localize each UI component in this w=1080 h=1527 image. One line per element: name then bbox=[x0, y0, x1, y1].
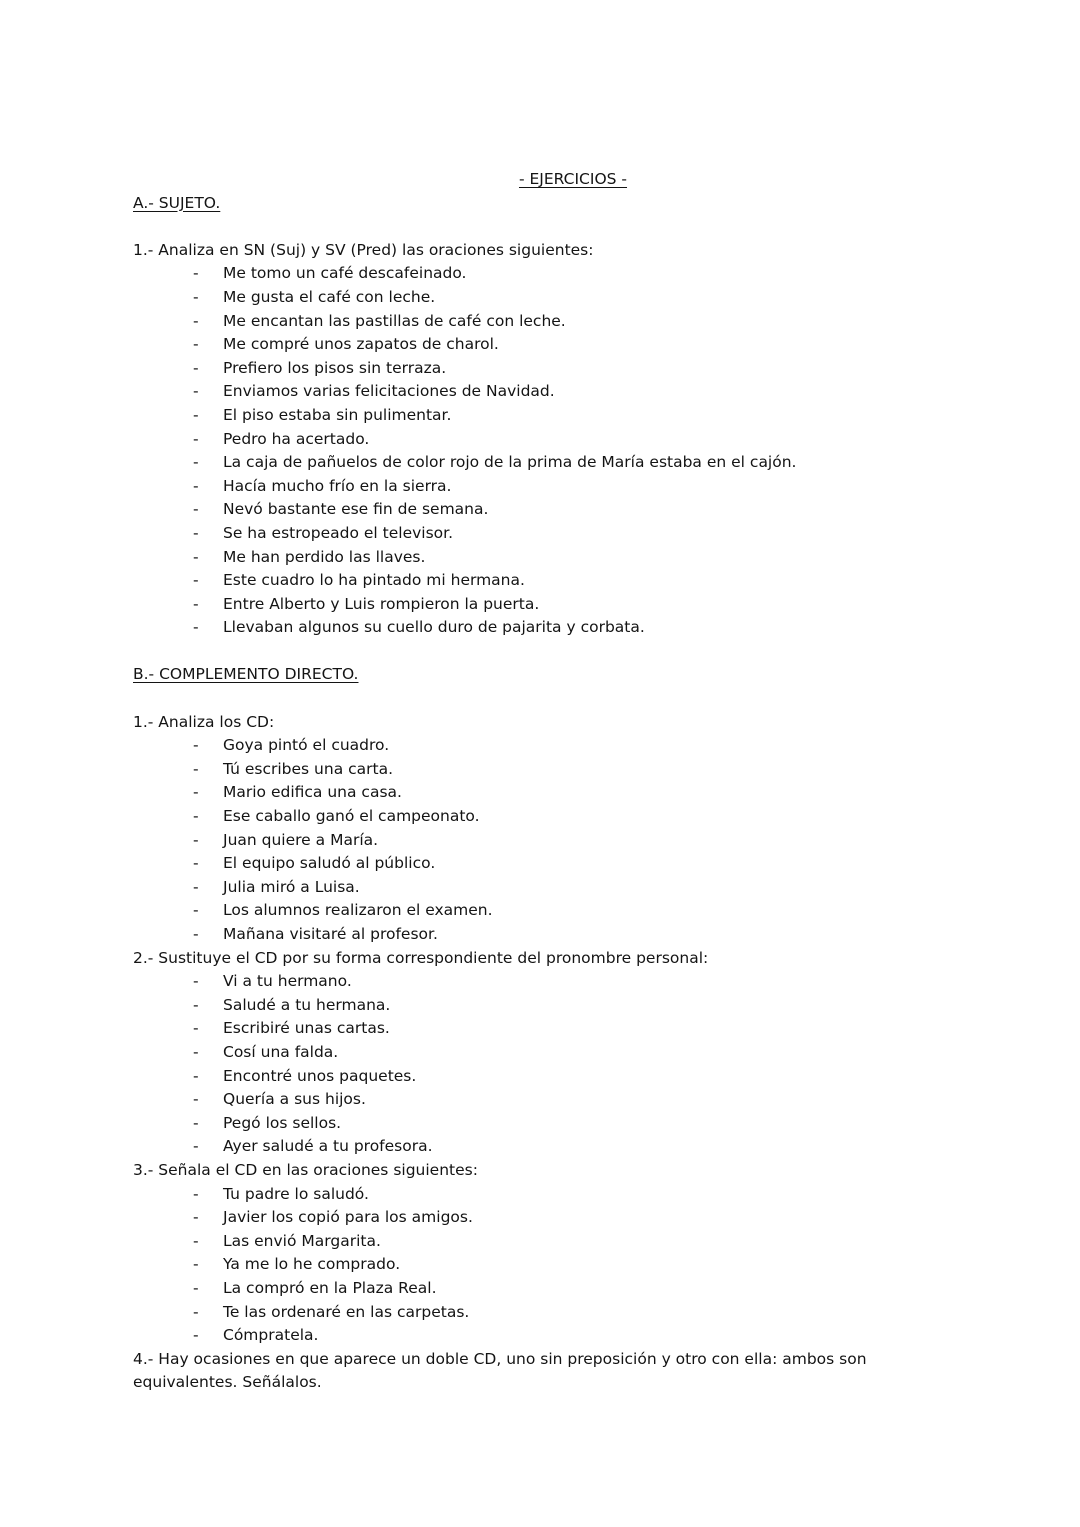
exercise-prompt: 4.- Hay ocasiones en que aparece un doble CD, uno sin preposición y otro con ella: ambos son equivalentes. Señálalos. bbox=[133, 1349, 867, 1392]
list-item-text: Ayer saludé a tu profesora. bbox=[223, 1137, 433, 1156]
list-item-text: Me han perdido las llaves. bbox=[223, 547, 426, 566]
bullet-dash: - bbox=[193, 1184, 199, 1203]
list-item-text: Juan quiere a María. bbox=[223, 830, 379, 849]
list-item bbox=[133, 333, 933, 357]
bullet-dash: - bbox=[193, 547, 199, 566]
list-item bbox=[133, 1253, 933, 1277]
list-item-text: Nevó bastante ese fin de semana. bbox=[223, 500, 489, 519]
list-item-text: El piso estaba sin pulimentar. bbox=[223, 405, 452, 424]
bullet-dash: - bbox=[193, 429, 199, 448]
list-item-text: La compró en la Plaza Real. bbox=[223, 1278, 437, 1297]
bullet-dash: - bbox=[193, 972, 199, 991]
bullet-dash: - bbox=[193, 995, 199, 1014]
bullet-dash: - bbox=[193, 736, 199, 755]
list-item-text: Los alumnos realizaron el examen. bbox=[223, 901, 493, 920]
bullet-dash: - bbox=[193, 1113, 199, 1132]
list-item bbox=[133, 593, 933, 617]
list-item bbox=[133, 923, 933, 947]
list-item-text: Me encantan las pastillas de café con leche. bbox=[223, 311, 566, 330]
list-item bbox=[133, 498, 933, 522]
exercise-prompt: 1.- Analiza los CD: bbox=[133, 712, 275, 731]
list-item-text: Me gusta el café con leche. bbox=[223, 287, 436, 306]
bullet-dash: - bbox=[193, 1090, 199, 1109]
bullet-dash: - bbox=[193, 877, 199, 896]
bullet-dash: - bbox=[193, 759, 199, 778]
section-heading-b: B.- COMPLEMENTO DIRECTO. bbox=[133, 665, 359, 684]
list-item-text: Este cuadro lo ha pintado mi hermana. bbox=[223, 571, 525, 590]
list-item-text: Encontré unos paquetes. bbox=[223, 1066, 417, 1085]
bullet-dash: - bbox=[193, 854, 199, 873]
document-page bbox=[133, 168, 933, 1395]
list-item-text: Vi a tu hermano. bbox=[223, 972, 352, 991]
list-item bbox=[133, 1065, 933, 1089]
list-item bbox=[133, 357, 933, 381]
list-item-text: Entre Alberto y Luis rompieron la puerta. bbox=[223, 594, 540, 613]
bullet-dash: - bbox=[193, 807, 199, 826]
list-item-text: Mario edifica una casa. bbox=[223, 783, 402, 802]
spacer bbox=[133, 687, 933, 711]
list-item-text: Enviamos varias felicitaciones de Navidad. bbox=[223, 382, 555, 401]
bullet-dash: - bbox=[193, 618, 199, 637]
bullet-dash: - bbox=[193, 358, 199, 377]
list-item-text: Tú escribes una carta. bbox=[223, 759, 394, 778]
bullet-dash: - bbox=[193, 1278, 199, 1297]
list-item bbox=[133, 380, 933, 404]
list-item-text: Julia miró a Luisa. bbox=[223, 877, 360, 896]
list-item-text: Pegó los sellos. bbox=[223, 1113, 342, 1132]
list-item bbox=[133, 970, 933, 994]
page-title: - EJERCICIOS - bbox=[518, 170, 628, 188]
list-item-text: Me compré unos zapatos de charol. bbox=[223, 335, 499, 354]
bullet-dash: - bbox=[193, 287, 199, 306]
bullet-dash: - bbox=[193, 1137, 199, 1156]
bullet-dash: - bbox=[193, 901, 199, 920]
list-item-text: Cosí una falda. bbox=[223, 1042, 339, 1061]
bullet-dash: - bbox=[193, 1302, 199, 1321]
exercise-prompt: 3.- Señala el CD en las oraciones siguientes: bbox=[133, 1160, 478, 1179]
list-item bbox=[133, 286, 933, 310]
bullet-dash: - bbox=[193, 783, 199, 802]
exercise-prompt: 1.- Analiza en SN (Suj) y SV (Pred) las oraciones siguientes: bbox=[133, 240, 594, 259]
list-item bbox=[133, 522, 933, 546]
list-item bbox=[133, 616, 933, 640]
section-heading-a: A.- SUJETO. bbox=[133, 193, 221, 212]
bullet-dash: - bbox=[193, 571, 199, 590]
bullet-dash: - bbox=[193, 523, 199, 542]
list-item bbox=[133, 404, 933, 428]
bullet-dash: - bbox=[193, 925, 199, 943]
list-item-text: Cómpratela. bbox=[223, 1326, 319, 1345]
list-item bbox=[133, 876, 933, 900]
bullet-dash: - bbox=[193, 264, 199, 283]
list-item-text: Hacía mucho frío en la sierra. bbox=[223, 476, 452, 495]
list-item bbox=[133, 758, 933, 782]
list-item bbox=[133, 1301, 933, 1325]
list-item-text: Llevaban algunos su cuello duro de pajarita y corbata. bbox=[223, 618, 645, 637]
list-item bbox=[133, 569, 933, 593]
list-item-text: Saludé a tu hermana. bbox=[223, 995, 391, 1014]
list-item-text: Te las ordenaré en las carpetas. bbox=[223, 1302, 470, 1321]
bullet-dash: - bbox=[193, 1231, 199, 1250]
list-item bbox=[133, 852, 933, 876]
list-item bbox=[133, 262, 933, 286]
list-item-text: Goya pintó el cuadro. bbox=[223, 736, 390, 755]
list-item bbox=[133, 994, 933, 1018]
list-item bbox=[133, 734, 933, 758]
list-item bbox=[133, 829, 933, 853]
bullet-dash: - bbox=[193, 830, 199, 849]
list-item-text: Las envió Margarita. bbox=[223, 1231, 381, 1250]
bullet-dash: - bbox=[193, 500, 199, 519]
bullet-dash: - bbox=[193, 1019, 199, 1038]
bullet-dash: - bbox=[193, 382, 199, 401]
list-item bbox=[133, 1135, 933, 1159]
bullet-dash: - bbox=[193, 1326, 199, 1345]
exercise-prompt: 2.- Sustituye el CD por su forma correspondiente del pronombre personal: bbox=[133, 948, 709, 967]
list-item-text: El equipo saludó al público. bbox=[223, 854, 436, 873]
list-item bbox=[133, 781, 933, 805]
bullet-dash: - bbox=[193, 311, 199, 330]
list-item bbox=[133, 1183, 933, 1207]
list-item-text: Se ha estropeado el televisor. bbox=[223, 523, 454, 542]
bullet-dash: - bbox=[193, 1042, 199, 1061]
list-item-text: Prefiero los pisos sin terraza. bbox=[223, 358, 447, 377]
list-item bbox=[133, 546, 933, 570]
bullet-dash: - bbox=[193, 1066, 199, 1085]
list-item bbox=[133, 1230, 933, 1254]
list-item bbox=[133, 1277, 933, 1301]
bullet-dash: - bbox=[193, 594, 199, 613]
list-item bbox=[133, 451, 933, 475]
bullet-dash: - bbox=[193, 476, 199, 495]
list-item bbox=[133, 899, 933, 923]
list-item bbox=[133, 1017, 933, 1041]
list-item-text: La caja de pañuelos de color rojo de la prima de María estaba en el cajón. bbox=[223, 453, 797, 472]
list-item-text: Ya me lo he comprado. bbox=[223, 1255, 401, 1274]
list-item bbox=[133, 1112, 933, 1136]
list-item-text: Tu padre lo saludó. bbox=[223, 1184, 369, 1203]
section-b-exercises bbox=[133, 711, 933, 1395]
list-item-text: Pedro ha acertado. bbox=[223, 429, 370, 448]
list-item bbox=[133, 1324, 933, 1348]
bullet-dash: - bbox=[193, 453, 199, 472]
list-item bbox=[133, 805, 933, 829]
list-item bbox=[133, 428, 933, 452]
bullet-dash: - bbox=[193, 1255, 199, 1274]
list-item bbox=[133, 310, 933, 334]
list-item bbox=[133, 1041, 933, 1065]
section-a-exercises bbox=[133, 239, 933, 640]
list-item-text: Me tomo un café descafeinado. bbox=[223, 264, 467, 283]
list-item bbox=[133, 1206, 933, 1230]
list-item-text: Javier los copió para los amigos. bbox=[223, 1208, 473, 1227]
bullet-dash: - bbox=[193, 335, 199, 354]
list-item bbox=[133, 1088, 933, 1112]
list-item-text: Ese caballo ganó el campeonato. bbox=[223, 807, 480, 826]
spacer bbox=[133, 640, 933, 664]
list-item-text: Escribiré unas cartas. bbox=[223, 1019, 390, 1038]
list-item bbox=[133, 475, 933, 499]
bullet-dash: - bbox=[193, 1208, 199, 1227]
bullet-dash: - bbox=[193, 405, 199, 424]
list-item-text: Quería a sus hijos. bbox=[223, 1090, 366, 1109]
spacer bbox=[133, 215, 933, 239]
list-item-text: Mañana visitaré al profesor. bbox=[223, 925, 438, 943]
